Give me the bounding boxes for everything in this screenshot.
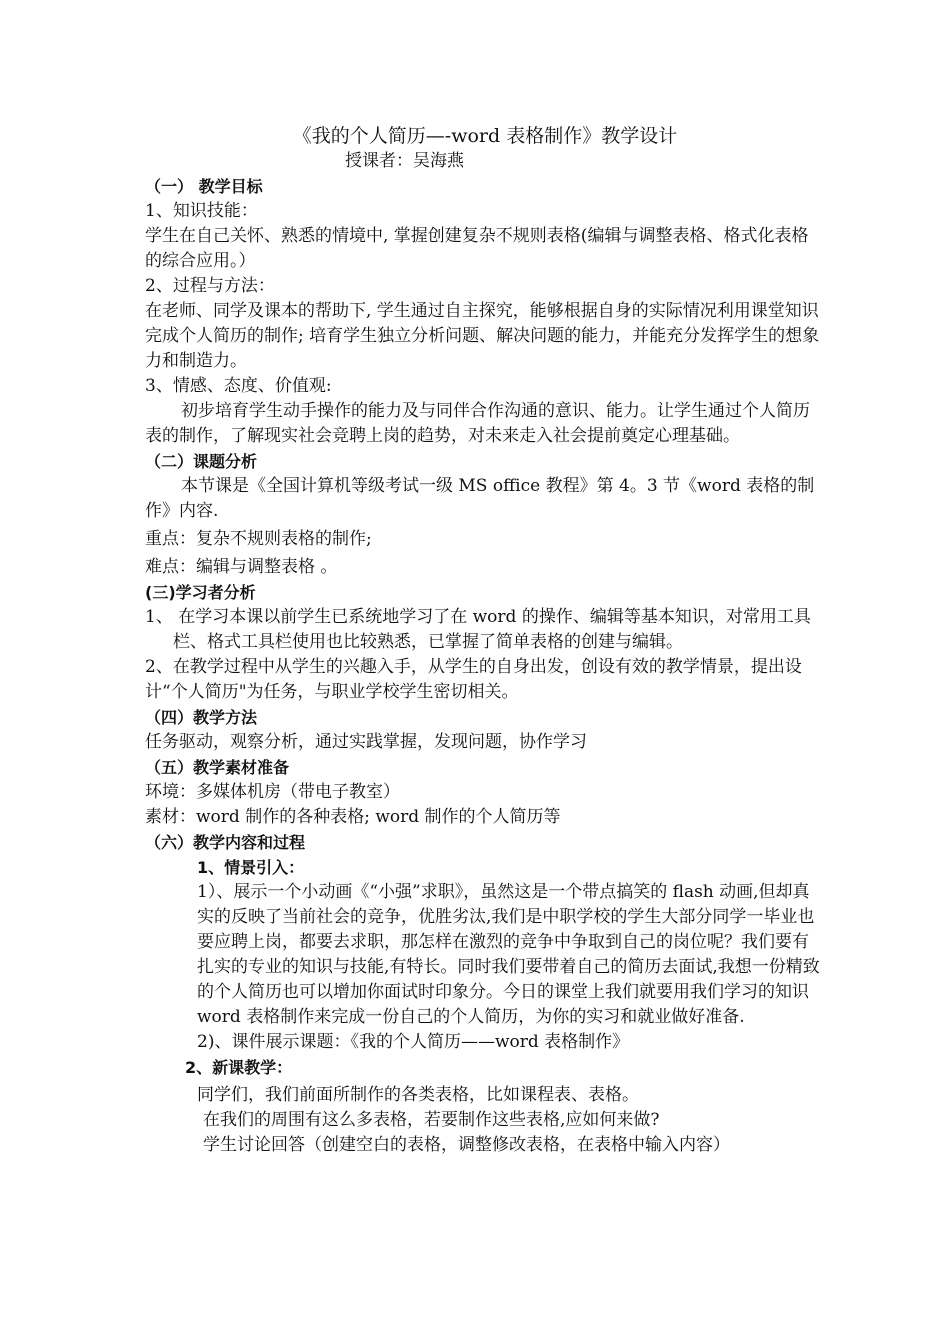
step-2-line-1: 同学们，我们前面所制作的各类表格，比如课程表、表格。 xyxy=(197,1085,639,1105)
document-body xyxy=(145,123,825,1158)
objective-3-text: 初步培育学生动手操作的能力及与同伴合作沟通的意识、能力。让学生通过个人简历表的制作，了解现实社会竞聘上岗的趋势，对未来走入社会提前奠定心理基础。 xyxy=(145,401,810,446)
teaching-methods-text: 任务驱动，观察分析，通过实践掌握，发现问题，协作学习 xyxy=(145,732,587,752)
key-point: 重点：复杂不规则表格的制作; xyxy=(145,529,372,549)
step-1-text: 1）、展示一个小动画《“小强”求职》，虽然这是一个带点搞笑的 flash 动画,但却真实的反映了当前社会的竞争，优胜劣汰,我们是中职学校的学生大部分同学一毕业也要应聘上岗，都要去求职，那怎样在激烈的竞争中争取到自己的岗位呢？我们要有扎实的专业的知识与技能,有特长。同时我们要带着自己的简历去面试,我想一份精致的个人简历也可以增加你面试时印象分。今日的课堂上我们就要用我们学习的知识 word 表格制作来完成一份自己的个人简历，为你的实习和就业做好准备. xyxy=(197,882,820,1027)
objective-2-text: 在老师、同学及课本的帮助下, 学生通过自主探究，能够根据自身的实际情况利用课堂知识完成个人简历的制作; 培育学生独立分析问题、解决问题的能力，并能充分发挥学生的想象力和制造力。 xyxy=(145,301,820,371)
step-2-line-3: 学生讨论回答（创建空白的表格，调整修改表格，在表格中输入内容） xyxy=(203,1135,730,1155)
learner-analysis-1: 1、 在学习本课以前学生已系统地学习了在 word 的操作、编辑等基本知识，对常用工具栏、格式工具栏使用也比较熟悉，已掌握了简单表格的创建与编辑。 xyxy=(145,607,811,652)
objective-1-text: 学生在自己关怀、熟悉的情境中, 掌握创建复杂不规则表格(编辑与调整表格、格式化表格的综合应用。） xyxy=(145,226,809,271)
section-heading-topic-analysis: （二）课题分析 xyxy=(145,452,258,471)
step-2-line-2: 在我们的周围有这么多表格，若要制作这些表格,应如何来做? xyxy=(203,1110,660,1130)
topic-analysis-text: 本节课是《全国计算机等级考试一级 MS office 教程》第 4。3 节《word 表格的制作》内容. xyxy=(145,476,815,521)
section-heading-objectives: （一） 教学目标 xyxy=(145,177,263,196)
step-1-text-2: 2)、课件展示课题：《我的个人简历——word 表格制作》 xyxy=(197,1032,630,1052)
objective-1-label: 1、知识技能： xyxy=(145,201,258,221)
difficult-point: 难点：编辑与调整表格 。 xyxy=(145,557,338,577)
objective-2-label: 2、过程与方法： xyxy=(145,276,275,296)
step-1-label: 1、情景引入： xyxy=(197,858,305,877)
section-heading-content-process: （六）教学内容和过程 xyxy=(145,833,306,852)
teacher-line: 授课者：吴海燕 xyxy=(345,151,464,171)
section-heading-materials: （五）教学素材准备 xyxy=(145,758,290,777)
materials-resources: 素材：word 制作的各种表格; word 制作的个人简历等 xyxy=(145,807,561,827)
step-2-label: 2、新课教学： xyxy=(185,1058,293,1077)
learner-analysis-2: 2、在教学过程中从学生的兴趣入手，从学生的自身出发，创设有效的教学情景，提出设计“个人简历"为任务，与职业学校学生密切相关。 xyxy=(145,657,802,702)
objective-3-label: 3、情感、态度、价值观: xyxy=(145,376,332,396)
materials-environment: 环境：多媒体机房（带电子教室） xyxy=(145,782,400,802)
section-heading-teaching-methods: （四）教学方法 xyxy=(145,708,258,727)
document-title: 《我的个人简历—-word 表格制作》教学设计 xyxy=(292,125,678,147)
section-heading-learner-analysis: (三)学习者分析 xyxy=(145,583,256,602)
